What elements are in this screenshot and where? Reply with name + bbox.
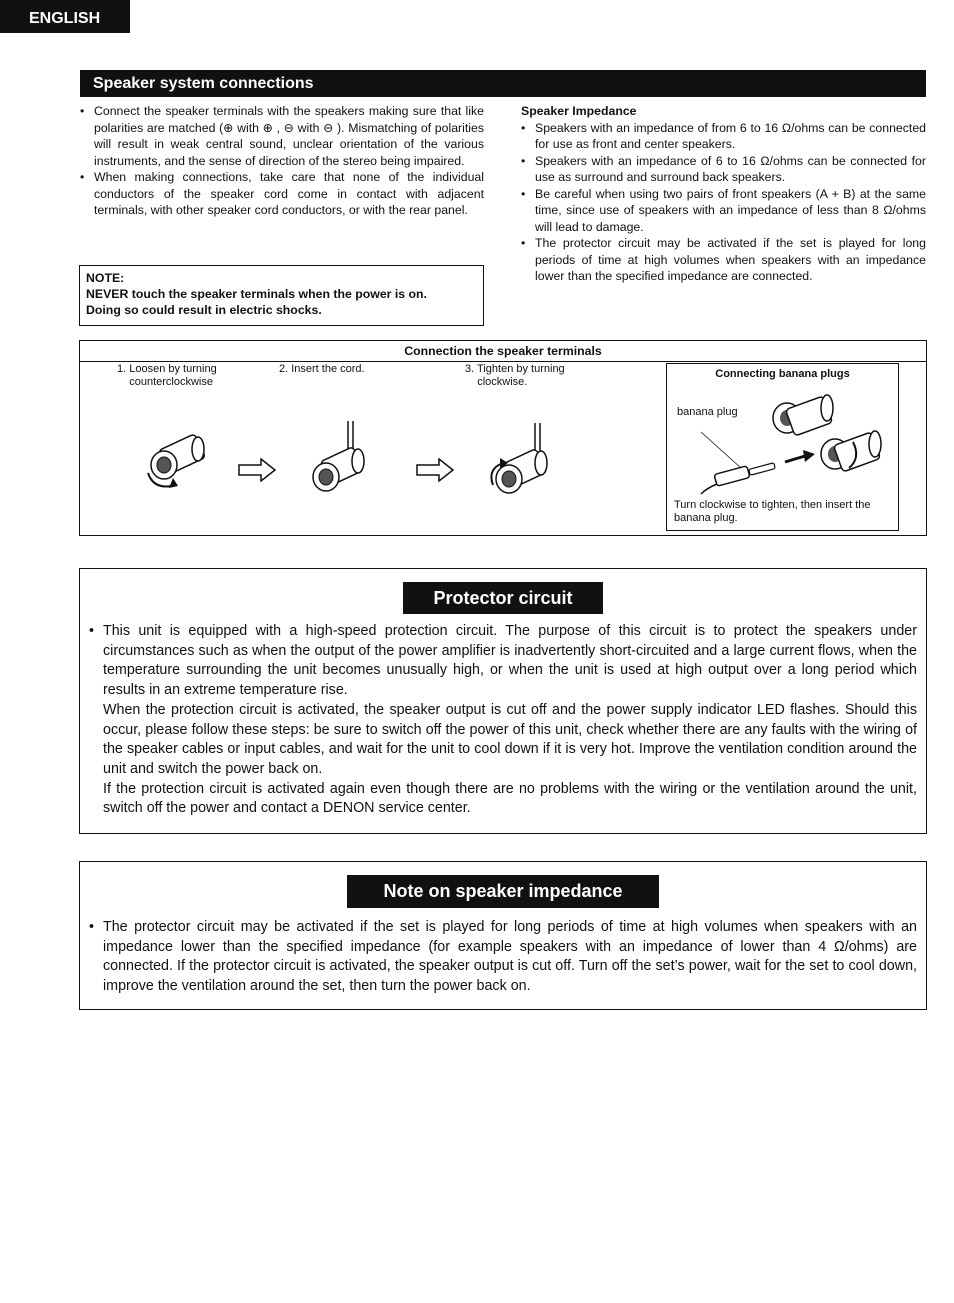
- impedance-note-bullet: • The protector circuit may be activated if the set is played for long periods of time at high volumes when speakers with an impedance lower than the specified impedance (for example speakers with an impedance of lower than 4 Ω/ohms) are connected. If the protector circuit is activated, the speaker output is cut off. Turn off the set’s power, wait for the set to cool down, improve the ventilation around the set, then turn the power back on.: [89, 918, 917, 997]
- figure-title: Connection the speaker terminals: [80, 341, 926, 362]
- banana-plug-title: Connecting banana plugs: [715, 368, 850, 380]
- connections-bullet-1: • Connect the speaker terminals with the speakers making sure that like polarities are matched (⊕ with ⊕ , ⊖ with ⊖ ). Mismatching of polarities will result in weak central sound, unclear orientation of the various instruments, and the sense of direction of the stereo being impaired.: [80, 103, 484, 169]
- protector-paragraph-3: If the protection circuit is activated again even though there are no problems with the wiring or the ventilation around the unit, switch off the power and contact a DENON service center.: [103, 780, 917, 817]
- impedance-column: [521, 103, 926, 285]
- step-3-label: 3. Tighten by turning clockwise.: [465, 363, 565, 388]
- connections-column: [80, 103, 484, 219]
- note-line-2: Doing so could result in electric shocks.: [86, 303, 322, 317]
- terminal-tighten-illustration: [483, 419, 563, 503]
- speaker-impedance-panel: [79, 861, 927, 1010]
- speaker-impedance-title: Note on speaker impedance: [347, 875, 659, 908]
- banana-plug-label: banana plug: [677, 406, 738, 418]
- impedance-list: [521, 120, 926, 285]
- protector-paragraph-2: When the protection circuit is activated, the speaker output is cut off and the power supply indicator LED flashes. Should this occur, please follow these steps: be sure to switch off the power of this unit, check whether there are any faults with the wiring of the speaker cables or input cables, and wait for the unit to cool down if it is very hot. Improve the ventilation condition around the unit and switch the power back on.: [103, 701, 917, 777]
- impedance-bullet-2: • Speakers with an impedance of 6 to 16 Ω/ohms can be connected for use as surround and surround back speakers.: [521, 153, 926, 186]
- impedance-bullet-1: • Speakers with an impedance of from 6 to 16 Ω/ohms can be connected for use as front and center speakers.: [521, 120, 926, 153]
- section-title-speaker-connections: Speaker system connections: [80, 70, 926, 97]
- warning-note-box: [79, 265, 484, 326]
- step-arrow-1: [237, 458, 277, 482]
- connections-bullet-2: • When making connections, take care that none of the individual conductors of the speaker cord come in contact with adjacent terminals, with other speaker cord conductors, or with the rear panel.: [80, 169, 484, 219]
- step-arrow-2: [415, 458, 455, 482]
- note-heading: NOTE:: [86, 271, 125, 285]
- banana-plug-caption: Turn clockwise to tighten, then insert the banana plug.: [674, 499, 871, 524]
- step-1-label: 1. Loosen by turning counterclockwise: [117, 363, 217, 388]
- protector-circuit-title: Protector circuit: [403, 582, 603, 614]
- terminal-loosen-illustration: [140, 429, 220, 497]
- step-2-label: 2. Insert the cord.: [279, 363, 365, 375]
- impedance-heading: Speaker Impedance: [521, 104, 637, 118]
- protector-circuit-panel: [79, 568, 927, 834]
- speaker-impedance-body: [89, 918, 917, 997]
- terminal-connection-figure: [79, 340, 927, 536]
- protector-bullet: • This unit is equipped with a high-speed protection circuit. The purpose of this circuit is to protect the speakers under circumstances such as when the output of the power amplifier is inadvertently short-circuited and a large current flows, when the temperature surrounding the unit becomes unusually high, or when the unit is used at high output over a long period which results in an extreme temperature rise.: [89, 622, 917, 701]
- connections-list: [80, 103, 484, 219]
- language-tab: ENGLISH: [0, 0, 130, 33]
- banana-plug-panel: [666, 363, 899, 531]
- impedance-bullet-4: • The protector circuit may be activated if the set is played for long periods of time at high volumes when speakers with an impedance lower than the specified impedance are connected.: [521, 235, 926, 285]
- impedance-bullet-3: • Be careful when using two pairs of front speakers (A + B) at the same time, since use of speakers with an impedance of less than 8 Ω/ohms will lead to damage.: [521, 186, 926, 236]
- note-line-1: NEVER touch the speaker terminals when the power is on.: [86, 287, 427, 301]
- banana-plug-illustration: [697, 388, 897, 498]
- terminal-insert-cord-illustration: [308, 417, 378, 501]
- protector-circuit-body: [89, 622, 917, 819]
